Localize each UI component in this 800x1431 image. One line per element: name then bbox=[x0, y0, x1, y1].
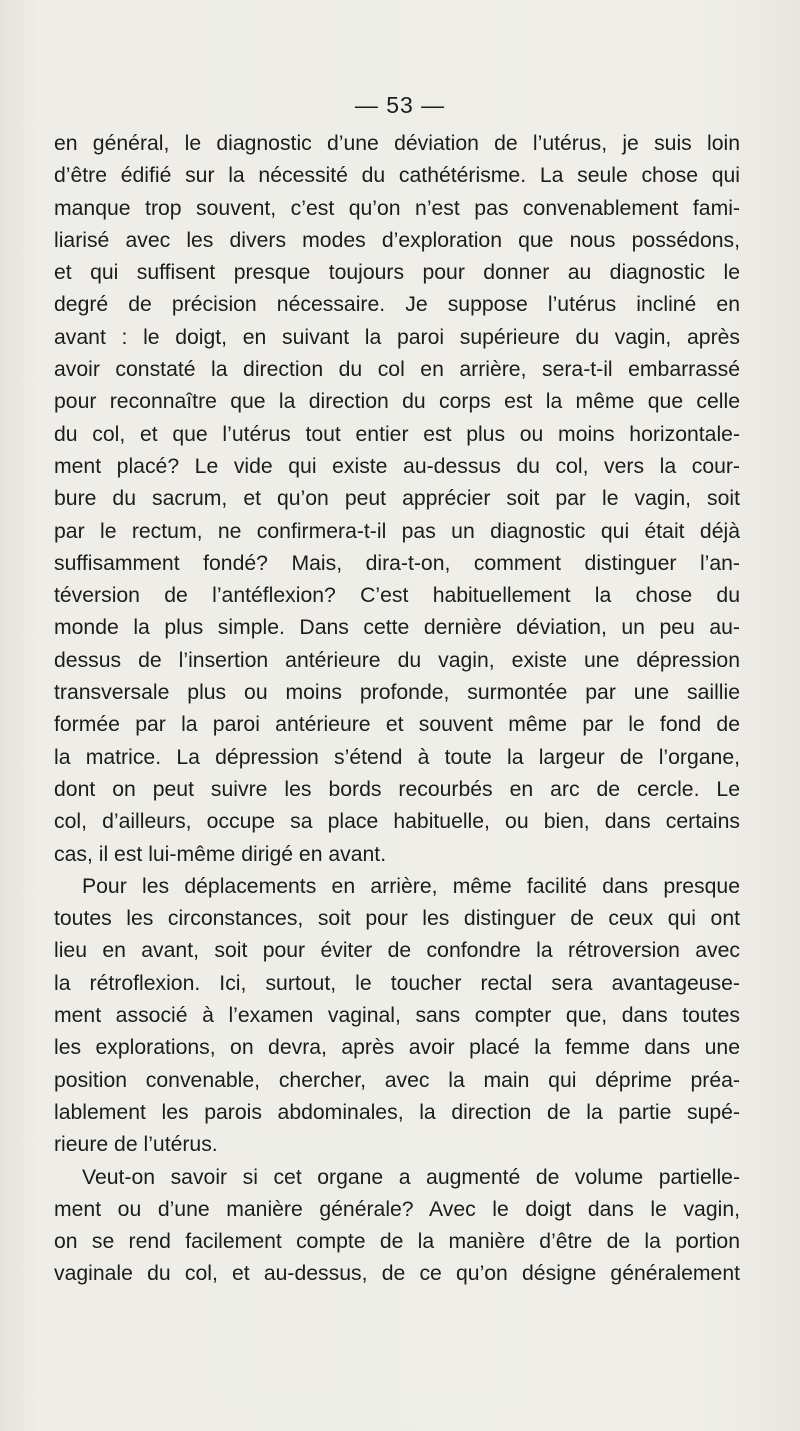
text-line: ment ou d’une manière générale? Avec le doigt dans le vagin, bbox=[54, 1197, 740, 1221]
text-line: ment placé? Le vide qui existe au-dessus du col, vers la cour- bbox=[54, 454, 740, 478]
text-line: les explorations, on devra, après avoir placé la femme dans une bbox=[54, 1036, 740, 1060]
text-line: toutes les circonstances, soit pour les distinguer de ceux qui ont bbox=[54, 907, 740, 931]
text-line: dont on peut suivre les bords recourbés en arc de cercle. Le bbox=[54, 777, 740, 801]
text-line: dessus de l’insertion antérieure du vagin, existe une dépression bbox=[54, 648, 740, 672]
text-line: position convenable, chercher, avec la main qui déprime préa- bbox=[54, 1068, 740, 1092]
text-line: pour reconnaître que la direction du corps est la même que celle bbox=[54, 390, 740, 414]
text-line: transversale plus ou moins profonde, surmontée par une saillie bbox=[54, 681, 740, 705]
text-line: col, d’ailleurs, occupe sa place habituelle, ou bien, dans certains bbox=[54, 810, 740, 834]
text-line: cas, il est lui-même dirigé en avant. bbox=[54, 842, 387, 866]
text-line: téversion de l’antéflexion? C’est habituellement la chose du bbox=[54, 584, 740, 608]
body-text bbox=[54, 128, 740, 1291]
text-line: d’être édifié sur la nécessité du cathétérisme. La seule chose qui bbox=[54, 164, 740, 188]
text-line: monde la plus simple. Dans cette dernière déviation, un peu au- bbox=[54, 616, 740, 640]
text-line: Pour les déplacements en arrière, même facilité dans presque bbox=[82, 874, 740, 898]
text-line: bure du sacrum, et qu’on peut apprécier soit par le vagin, soit bbox=[54, 487, 740, 511]
text-line: suffisamment fondé? Mais, dira-t-on, comment distinguer l’an- bbox=[54, 551, 740, 575]
text-line: manque trop souvent, c’est qu’on n’est pas convenablement fami- bbox=[54, 196, 740, 220]
text-line: rieure de l’utérus. bbox=[54, 1133, 218, 1157]
text-line: vaginale du col, et au-dessus, de ce qu’on désigne généralement bbox=[54, 1262, 740, 1286]
text-line: formée par la paroi antérieure et souvent même par le fond de bbox=[54, 713, 740, 737]
text-line: Veut-on savoir si cet organe a augmenté de volume partielle- bbox=[82, 1165, 740, 1189]
text-line: lieu en avant, soit pour éviter de confondre la rétroversion avec bbox=[54, 939, 740, 963]
text-line: avant : le doigt, en suivant la paroi supérieure du vagin, après bbox=[54, 325, 740, 349]
text-line: la matrice. La dépression s’étend à toute la largeur de l’organe, bbox=[54, 745, 740, 769]
text-line: ment associé à l’examen vaginal, sans compter que, dans toutes bbox=[54, 1004, 740, 1028]
text-line: lablement les parois abdominales, la direction de la partie supé- bbox=[54, 1100, 740, 1124]
text-line: liarisé avec les divers modes d’exploration que nous possédons, bbox=[54, 228, 740, 252]
text-line: avoir constaté la direction du col en arrière, sera-t-il embarrassé bbox=[54, 358, 740, 382]
paragraph bbox=[54, 1162, 740, 1291]
text-line: en général, le diagnostic d’une déviation de l’utérus, je suis loin bbox=[54, 132, 740, 155]
text-line: du col, et que l’utérus tout entier est plus ou moins horizontale- bbox=[54, 422, 740, 446]
paragraph bbox=[54, 128, 740, 871]
paragraph bbox=[54, 871, 740, 1162]
text-line: degré de précision nécessaire. Je suppose l’utérus incliné en bbox=[54, 293, 740, 317]
text-line: la rétroflexion. Ici, surtout, le toucher rectal sera avantageuse- bbox=[54, 971, 740, 995]
text-line: on se rend facilement compte de la manière d’être de la portion bbox=[54, 1230, 740, 1254]
text-line: et qui suffisent presque toujours pour donner au diagnostic le bbox=[54, 261, 740, 285]
text-line: par le rectum, ne confirmera-t-il pas un diagnostic qui était déjà bbox=[54, 519, 740, 543]
page-number: — 53 — bbox=[354, 92, 446, 118]
